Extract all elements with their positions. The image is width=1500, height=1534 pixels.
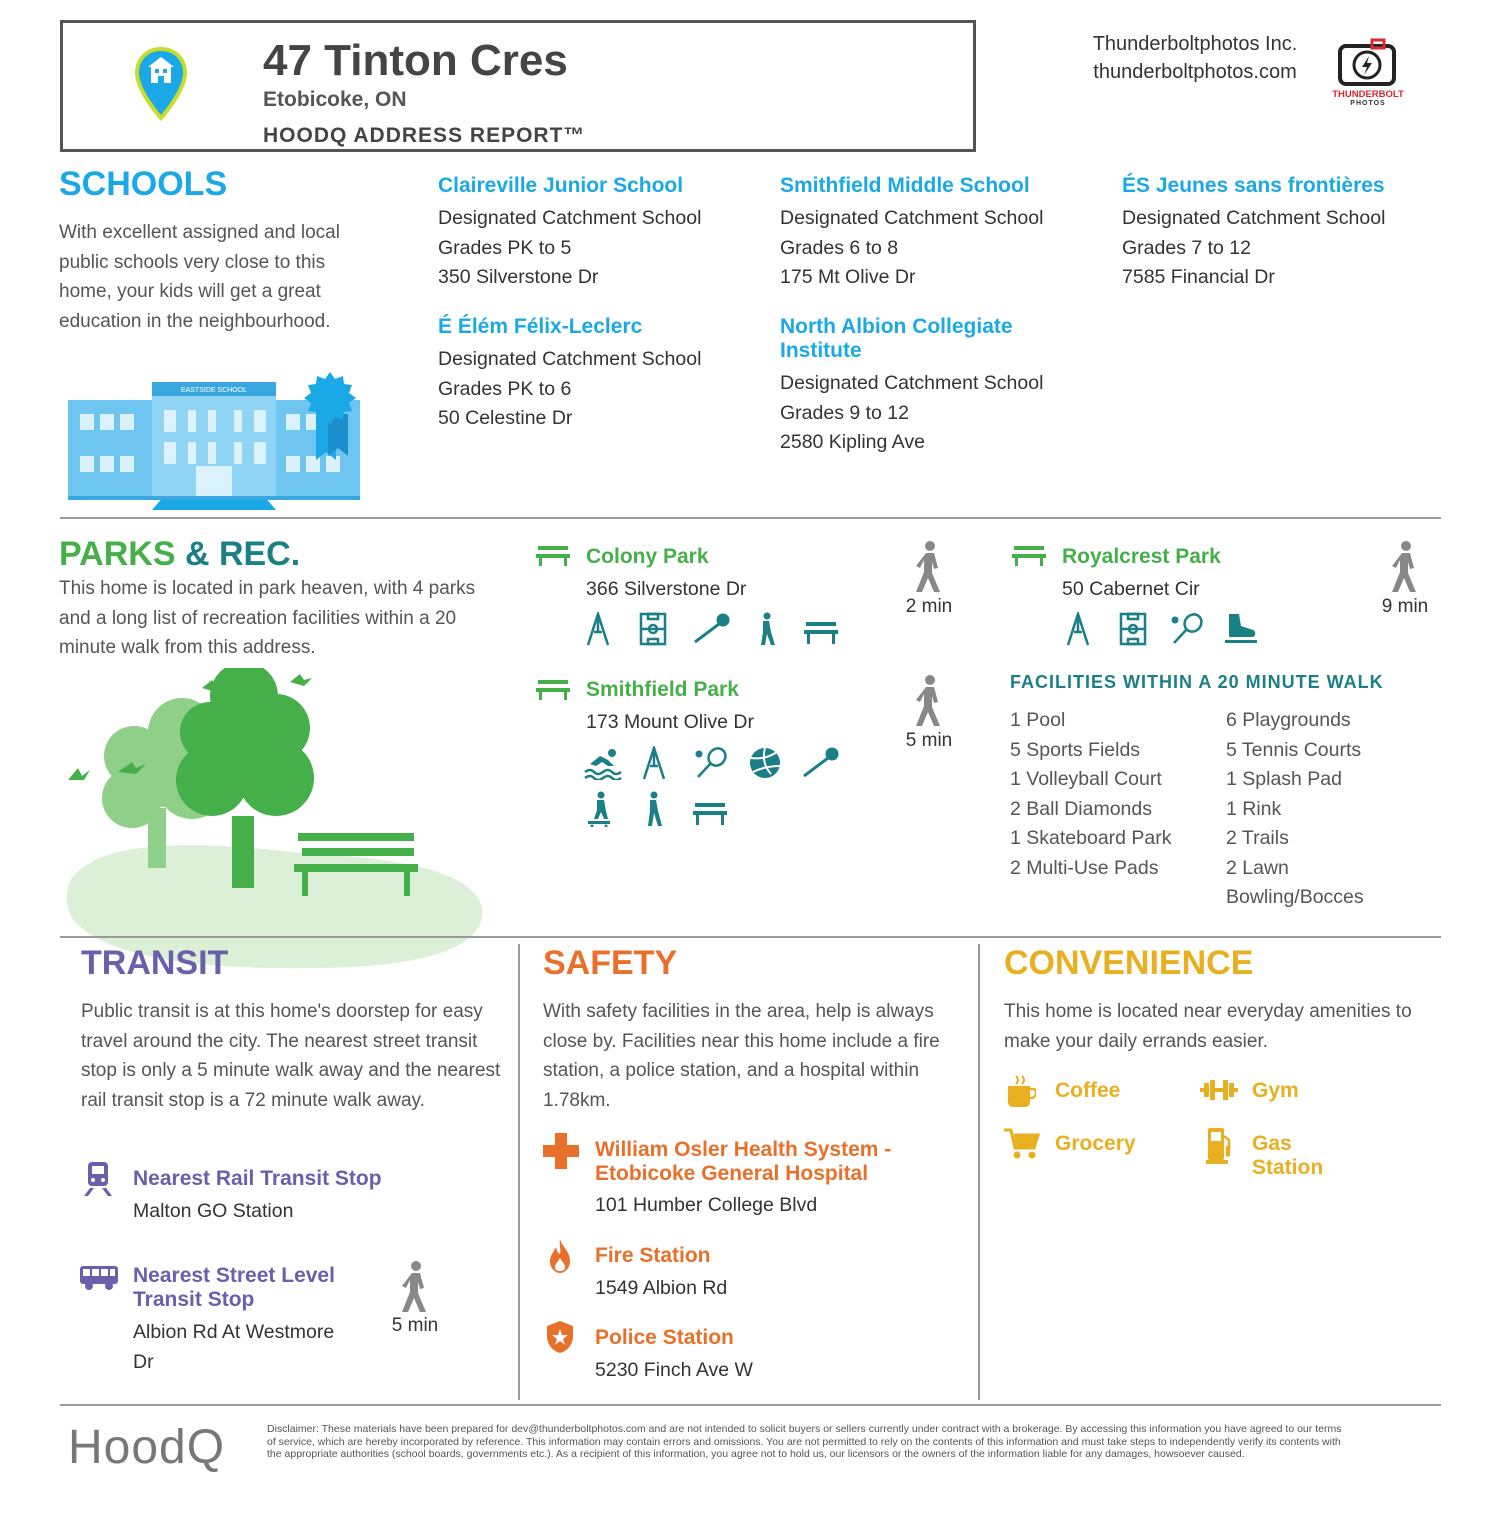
police-station-address: 5230 Finch Ave W: [595, 1359, 753, 1381]
school-name[interactable]: ÉS Jeunes sans frontières: [1122, 174, 1385, 197]
facility-item: 2 Trails: [1226, 827, 1289, 849]
school-card: [438, 315, 768, 434]
park-illustration: [62, 668, 487, 970]
park-address: 173 Mount Olive Dr: [586, 711, 754, 733]
facilities-list-left: [1010, 706, 1220, 883]
tennis-icon: [693, 746, 729, 780]
parks-heading: [59, 535, 300, 574]
grocery-cart-icon: [1004, 1128, 1040, 1160]
address-title: 47 Tinton Cres: [263, 36, 568, 85]
rail-transit-stop[interactable]: Malton GO Station: [133, 1200, 294, 1222]
park-name[interactable]: Smithfield Park: [586, 678, 739, 701]
facility-item: 5 Sports Fields: [1010, 738, 1141, 761]
school-type: Designated Catchment School: [438, 348, 702, 370]
transit-heading: TRANSIT: [81, 944, 229, 982]
disclaimer-line1: Disclaimer: These materials have been prepared for dev@thunderboltphotos.com and are not intended to solicit buyers or sellers currently under contract with a brokerage. By accessing this information you have agreed to our terms: [267, 1423, 1342, 1435]
walking-person-icon: [1388, 540, 1422, 594]
award-ribbon-icon: [300, 370, 360, 462]
coffee-label[interactable]: Coffee: [1055, 1079, 1121, 1102]
bench-icon: [1012, 544, 1046, 566]
bench-icon: [536, 678, 570, 700]
ball-diamond-icon: [802, 746, 840, 780]
walking-person-icon: [398, 1260, 432, 1314]
school-card: [438, 174, 768, 293]
gas-station-icon: [1206, 1126, 1232, 1164]
fire-station-label[interactable]: Fire Station: [595, 1244, 711, 1267]
school-name[interactable]: É Élém Félix-Leclerc: [438, 315, 643, 338]
park-name[interactable]: Royalcrest Park: [1062, 545, 1221, 568]
parks-blurb: This home is located in park heaven, with 4 parks and a long list of recreation facilities within a 20 minute walk from this address.: [59, 578, 476, 658]
park-amenity-icons: [1064, 612, 1259, 651]
agent-name: Thunderboltphotos Inc.: [1092, 33, 1298, 55]
column-divider: [518, 944, 520, 1400]
facility-item: 1 Skateboard Park: [1010, 827, 1172, 849]
park-address: 366 Silverstone Dr: [586, 578, 747, 600]
school-name[interactable]: Claireville Junior School: [438, 174, 684, 197]
school-address: 175 Mt Olive Dr: [780, 266, 916, 288]
facilities-title: FACILITIES WITHIN A 20 MINUTE WALK: [1010, 672, 1384, 692]
playground-icon: [584, 612, 614, 646]
disclaimer-line3: the appropriate authorities (school boards, governments etc.). As a recipient of this information, you agree not to hold us, our licensors or the owners of the information liable for any damages, howsoever caused.: [267, 1448, 1245, 1460]
facility-item: Bowling/Bocces: [1226, 886, 1364, 908]
train-icon: [84, 1160, 112, 1196]
school-address: 7585 Financial Dr: [1122, 266, 1275, 288]
section-divider: [60, 517, 1441, 519]
column-divider: [978, 944, 980, 1400]
skateboard-icon: [584, 791, 614, 827]
bench-icon: [693, 801, 727, 827]
facility-item: 2 Ball Diamonds: [1010, 797, 1152, 820]
transit-blurb: Public transit is at this home's doorstep for easy travel around the city. The nearest street transit stop is only a 5 minute walk away and the nearest rail transit stop is a 72 minute walk away.: [81, 1001, 501, 1111]
bus-icon: [80, 1266, 118, 1290]
report-title: HOODQ ADDRESS REPORT™: [263, 124, 586, 147]
footer-divider: [60, 1404, 1441, 1406]
gas-station-label-line2: Station: [1252, 1156, 1324, 1179]
playground-icon: [640, 746, 670, 780]
school-type: Designated Catchment School: [1122, 207, 1386, 229]
street-transit-stop-line1: Albion Rd At Westmore: [133, 1321, 335, 1343]
facility-item: 6 Playgrounds: [1226, 709, 1351, 731]
school-type: Designated Catchment School: [780, 207, 1044, 229]
facility-item: 1 Rink: [1226, 797, 1282, 820]
school-type: Designated Catchment School: [780, 372, 1044, 394]
gas-station-label[interactable]: [1252, 1132, 1323, 1180]
parks-heading-rec: & REC.: [184, 535, 301, 573]
hospital-address: 101 Humber College Blvd: [595, 1194, 818, 1216]
disclaimer: [267, 1423, 1442, 1461]
trail-icon: [640, 791, 666, 827]
school-name[interactable]: Smithfield Middle School: [780, 174, 1030, 197]
schools-blurb: With excellent assigned and local public schools very close to this home, your kids will get a great education in the neighbourhood.: [59, 222, 340, 332]
walk-time: 5 min: [905, 730, 953, 751]
parks-heading-word: PARKS: [59, 535, 176, 573]
bench-icon: [804, 620, 838, 646]
school-grades: Grades PK to 6: [438, 377, 572, 400]
pool-icon: [584, 746, 622, 780]
hospital-name-line2: Etobicoke General Hospital: [595, 1162, 869, 1185]
facility-item: 5 Tennis Courts: [1226, 738, 1362, 761]
park-amenity-icons: [584, 746, 844, 832]
convenience-blurb: This home is located near everyday amenities to make your daily errands easier.: [1004, 1001, 1412, 1052]
police-station-label[interactable]: Police Station: [595, 1326, 734, 1349]
walking-person-icon: [912, 674, 946, 728]
gym-label[interactable]: Gym: [1252, 1079, 1299, 1102]
convenience-heading: CONVENIENCE: [1004, 944, 1254, 982]
fire-icon: [548, 1238, 572, 1274]
volleyball-icon: [747, 746, 783, 780]
park-address: 50 Cabernet Cir: [1062, 578, 1200, 600]
section-divider: [60, 936, 1441, 938]
sports-field-icon: [638, 612, 668, 646]
address-city: Etobicoke, ON: [263, 88, 407, 111]
agent-info: [1060, 30, 1330, 86]
school-card: [780, 174, 1110, 293]
disclaimer-line2: of service, which are hereby incorporated by reference. This information may contain errors and omissions. You are not permitted to rely on the contents of this information and must take steps to independently verify its contents with: [267, 1435, 1341, 1448]
facility-item: 1 Splash Pad: [1226, 768, 1343, 790]
street-transit-stop-line2: Dr: [133, 1350, 154, 1373]
facility-item: 2 Lawn: [1226, 856, 1289, 879]
hospital-name[interactable]: [595, 1138, 891, 1186]
school-grades: Grades 7 to 12: [1122, 236, 1251, 259]
police-shield-icon: [546, 1320, 574, 1354]
school-grades: Grades 6 to 8: [780, 236, 899, 259]
school-name[interactable]: North Albion Collegiate: [780, 315, 1013, 338]
walk-time: 5 min: [391, 1315, 439, 1336]
walking-person-icon: [912, 540, 946, 594]
facility-item: 1 Volleyball Court: [1010, 768, 1162, 790]
street-transit-stop[interactable]: [133, 1318, 373, 1377]
skate-icon: [1223, 612, 1259, 646]
safety-heading: SAFETY: [543, 944, 678, 982]
walk-time: 9 min: [1381, 596, 1429, 617]
school-address: 50 Celestine Dr: [438, 407, 573, 429]
street-transit-label-line1: Nearest Street Level: [133, 1264, 335, 1287]
thunderbolt-logo-icon: [1336, 38, 1398, 88]
school-type: Designated Catchment School: [438, 207, 702, 229]
coffee-icon: [1006, 1074, 1036, 1108]
school-address: 350 Silverstone Dr: [438, 266, 599, 288]
playground-icon: [1064, 612, 1094, 646]
school-card: [780, 315, 1110, 458]
school-grades: Grades 9 to 12: [780, 401, 909, 424]
hoodq-logo: HoodQ: [68, 1421, 226, 1474]
sports-field-icon: [1118, 612, 1148, 646]
location-pin-icon: [134, 46, 188, 122]
gym-dumbbell-icon: [1200, 1080, 1238, 1100]
rail-transit-label: Nearest Rail Transit Stop: [133, 1167, 382, 1190]
agent-website[interactable]: thunderboltphotos.com: [1093, 61, 1297, 83]
school-address: 2580 Kipling Ave: [780, 431, 925, 453]
schools-heading: SCHOOLS: [59, 165, 228, 203]
logo-subtext: PHOTOS: [1350, 100, 1386, 107]
facility-item: 1 Pool: [1010, 709, 1066, 731]
street-transit-label: [133, 1264, 335, 1312]
school-card: [1122, 174, 1452, 293]
hospital-cross-icon: [543, 1133, 579, 1169]
school-grades: Grades PK to 5: [438, 236, 572, 259]
logo-text: THUNDERBOLT: [1332, 89, 1404, 100]
facility-item: 2 Multi-Use Pads: [1010, 856, 1159, 879]
trail-icon: [753, 612, 779, 646]
walk-time: 2 min: [905, 596, 953, 617]
ball-diamond-icon: [693, 612, 731, 646]
school-name-line2[interactable]: Institute: [780, 339, 862, 362]
grocery-label[interactable]: Grocery: [1055, 1132, 1136, 1155]
hospital-name-line1: William Osler Health System -: [595, 1138, 892, 1161]
safety-blurb: With safety facilities in the area, help is always close by. Facilities near this home include a fire station, a police station, and a hospital within 1.78km.: [543, 1001, 940, 1111]
facilities-list-right: [1226, 706, 1436, 913]
park-amenity-icons: [584, 612, 838, 651]
gas-station-label-line1: Gas: [1252, 1132, 1292, 1155]
bench-icon: [536, 544, 570, 566]
tennis-icon: [1169, 612, 1205, 646]
fire-station-address: 1549 Albion Rd: [595, 1277, 728, 1299]
street-transit-label-line2: Transit Stop: [133, 1288, 255, 1311]
school-sign-text: EASTSIDE SCHOOL: [180, 387, 248, 394]
park-name[interactable]: Colony Park: [586, 545, 709, 568]
